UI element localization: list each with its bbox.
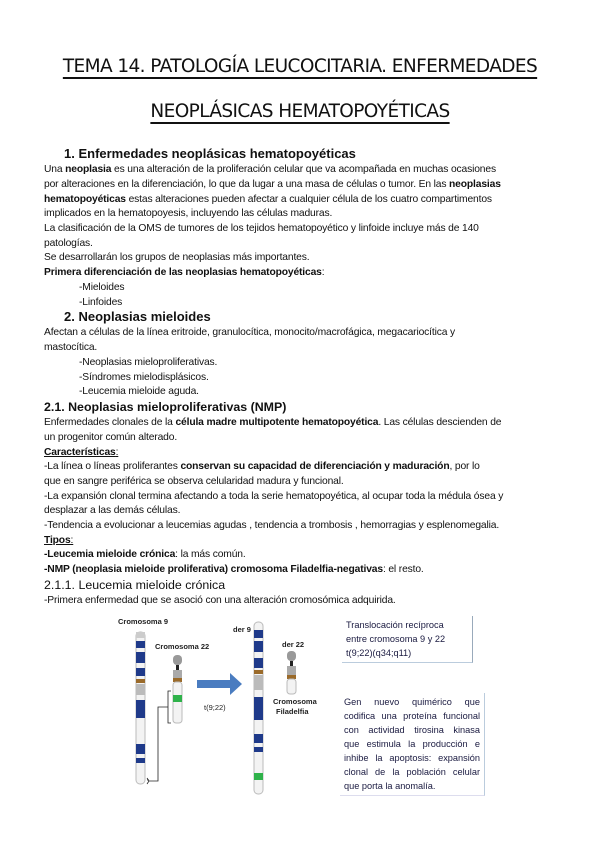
text-line: [79, 281, 124, 295]
text-line: [44, 548, 246, 562]
text-line: [44, 237, 93, 251]
note-line: que estimula la producción e: [344, 739, 480, 749]
der22-label: der 22: [282, 640, 305, 649]
text-segment: Enfermedades clonales de la: [44, 417, 176, 429]
text-segment: patologías.: [44, 237, 93, 249]
bold-text: hematopoyéticas: [44, 193, 126, 205]
text-segment: es una alteración de la proliferación celular que va acompañada en muchas ocasiones: [111, 164, 496, 176]
text-line: [44, 475, 344, 489]
chimeric-gene-note-box: [340, 693, 485, 796]
text-line: [44, 178, 501, 192]
translocation-note-box: [342, 616, 473, 663]
bold-text: Primera diferenciación de las neoplasias hematopoyéticas: [44, 267, 322, 279]
note-line: Translocación recíproca: [346, 620, 444, 630]
text-line: [44, 251, 309, 265]
text-segment: que en sangre periférica se observa celularidad madura y funcional.: [44, 475, 344, 487]
text-line: [79, 371, 209, 385]
note-line: t(9;22)(q34;q11): [346, 648, 412, 658]
note-line: inhibe la apoptosis: expansión: [344, 753, 480, 763]
text-segment: Afectan a células de la línea eritroide, granulocítica, monocito/macrofágica, megacariocítica y: [44, 327, 455, 339]
text-line: [44, 207, 332, 221]
text-line: [44, 416, 501, 430]
translocation-arrow-icon: [197, 673, 242, 695]
text-segment: -Mieloides: [79, 281, 125, 293]
text-segment: 2.1. Neoplasias mieloproliferativas (NMP): [44, 399, 287, 414]
bold-text: conservan su capacidad de diferenciación y maduración: [180, 461, 450, 473]
text-segment: 1. Enfermedades neoplásicas hematopoyéticas: [64, 146, 356, 161]
text-line: [44, 326, 455, 340]
text-segment: -Linfoides: [79, 296, 123, 308]
text-segment: :: [115, 446, 119, 458]
text-segment: , por lo: [449, 461, 480, 473]
text-line: [44, 193, 492, 207]
text-segment: -Tendencia a evolucionar a leucemias agudas , tendencia a trombosis , hemorragias y esplenomegalia.: [44, 520, 500, 531]
chrom9-label: Cromosoma 9: [118, 617, 169, 626]
text-line: [44, 460, 480, 474]
text-segment: -Neoplasias mieloproliferativas.: [79, 356, 218, 368]
bold-text: Tipos: [44, 534, 71, 546]
philadelphia-label: Cromosoma: [273, 697, 317, 706]
der9-chromosome: [254, 622, 263, 794]
translocation-label: t(9;22): [204, 703, 226, 712]
text-segment: : el resto.: [382, 564, 424, 576]
text-segment: un progenitor común alterado.: [44, 431, 178, 443]
text-segment: estas alteraciones pueden afectar a cualquier célula de los cuatro compartimentos: [125, 193, 492, 205]
text-line: [79, 385, 199, 399]
chromosome-22: [147, 655, 182, 784]
note-line: entre cromosoma 9 y 22: [346, 634, 446, 644]
section-heading: [64, 310, 211, 324]
text-line: [44, 519, 499, 533]
section-heading: [44, 400, 286, 414]
bold-text: célula madre multipotente hematopoyética: [175, 417, 379, 429]
note-line: con actividad tirosina kinasa: [344, 725, 480, 735]
text-segment: 2. Neoplasias mieloides: [64, 309, 211, 325]
bold-text: neoplasias: [449, 178, 501, 190]
note-line: Gen nuevo quimérico que: [344, 697, 480, 707]
der9-label: der 9: [233, 625, 251, 634]
text-segment: mastocítica.: [44, 342, 98, 354]
text-segment: implicados en la hematopoyesis, incluyendo las células maduras.: [44, 208, 333, 220]
text-segment: : la más común.: [175, 549, 246, 561]
chrom22-label: Cromosoma 22: [155, 642, 210, 651]
note-line: clonal de la población celular: [344, 767, 480, 777]
text-segment: -La expansión clonal termina afectando a toda la serie hematopoyética, al ocupar toda la médula ósea y: [44, 490, 504, 502]
text-line: [44, 594, 396, 608]
text-line: [44, 222, 479, 236]
der22-chromosome: [287, 651, 296, 694]
text-segment: -Síndromes mielodisplásicos.: [79, 371, 209, 383]
text-segment: :: [321, 267, 325, 279]
document-title-line-1: [0, 56, 600, 77]
bold-text: -NMP (neoplasia mieloide proliferativa) cromosoma Filadelfia-negativas: [44, 564, 383, 576]
text-line: [44, 563, 424, 577]
text-segment: -La línea o líneas proliferantes: [44, 461, 181, 473]
bold-text: -Leucemia mieloide crónica: [44, 549, 176, 561]
section-heading: [44, 578, 225, 592]
text-line: [44, 163, 496, 177]
text-line: [44, 490, 503, 504]
text-line: [44, 266, 324, 280]
text-segment: -Leucemia mieloide aguda.: [79, 386, 199, 398]
note-line: codifica una proteína funcional: [344, 711, 480, 721]
philadelphia-label: Filadelfia: [276, 707, 309, 716]
text-segment: desplazar a las demás células.: [44, 505, 181, 517]
note-line: que porta la anomalía.: [344, 781, 436, 791]
text-segment: 2.1.1. Leucemia mieloide crónica: [44, 577, 226, 592]
text-segment: . Las células descienden de: [378, 417, 502, 429]
text-segment: La clasificación de la OMS de tumores de los tejidos hematopoyético y linfoide incluye más de 140: [44, 223, 479, 234]
text-line: [44, 504, 180, 518]
text-line: [79, 356, 217, 370]
document-title-line-2: [0, 101, 600, 122]
text-segment: Una: [44, 164, 66, 176]
title-text: NEOPLÁSICAS HEMATOPOYÉTICAS: [150, 101, 450, 122]
bold-text: neoplasia: [65, 164, 112, 176]
chromosome-9: [136, 632, 145, 784]
bold-text: Características: [44, 446, 116, 458]
text-line: [44, 431, 177, 445]
text-line: [44, 341, 97, 355]
title-text: TEMA 14. PATOLOGÍA LEUCOCITARIA. ENFERMEDADES: [62, 56, 538, 77]
text-line: [44, 446, 118, 460]
section-heading: [64, 147, 356, 161]
text-segment: Se desarrollarán los grupos de neoplasias más importantes.: [44, 252, 310, 264]
philadelphia-chromosome-figure: [100, 610, 500, 795]
text-segment: -Primera enfermedad que se asoció con una alteración cromosómica adquirida.: [44, 595, 396, 606]
text-segment: :: [70, 534, 74, 546]
text-line: [79, 296, 122, 310]
text-segment: por alteraciones en la diferenciación, lo que da lugar a una masa de células o tumor. En las: [44, 178, 450, 190]
text-line: [44, 534, 73, 548]
